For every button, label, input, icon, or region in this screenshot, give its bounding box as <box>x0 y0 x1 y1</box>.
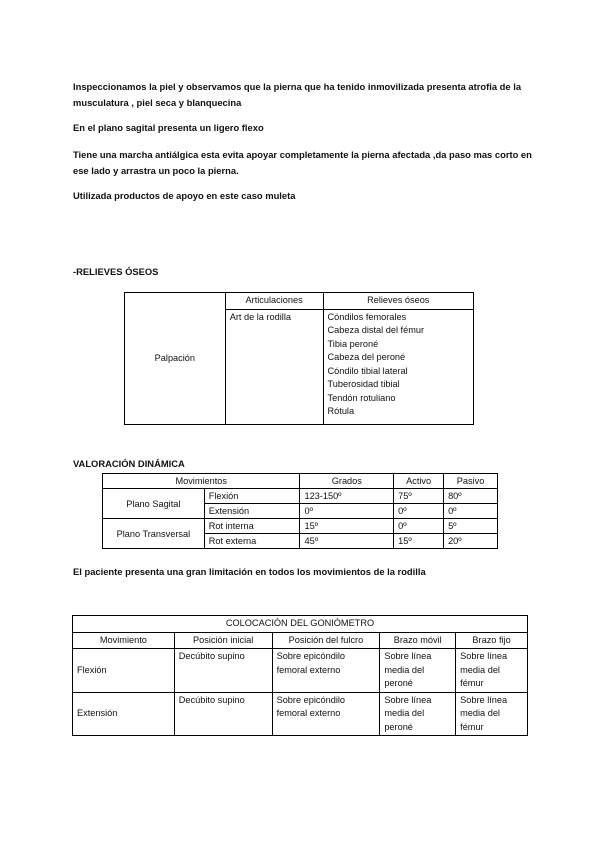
movimiento-cell: Flexión <box>73 649 175 693</box>
pasivo-cell: 80º <box>444 489 498 504</box>
plano-sagital: Plano Sagital <box>103 489 205 519</box>
posicion-cell: Decúbito supino <box>174 692 272 736</box>
mov-cell: Rot interna <box>204 519 300 534</box>
mov-cell: Rot externa <box>204 534 300 549</box>
activo-cell: 75º <box>394 489 444 504</box>
header-pasivo: Pasivo <box>444 474 498 489</box>
grados-cell: 45º <box>300 534 394 549</box>
goniometro-table <box>72 615 528 736</box>
dinamica-heading: VALORACIÓN DINÁMICA <box>73 458 185 469</box>
table-row <box>73 649 528 693</box>
mov-cell: Extensión <box>204 504 300 519</box>
col-relieves: Relieves óseos <box>323 293 473 310</box>
movimiento-cell: Extensión <box>73 692 175 736</box>
list-item: Cabeza del peroné <box>327 352 406 362</box>
header-movimientos: Movimientos <box>103 474 300 489</box>
header-brazo-movil: Brazo móvil <box>380 632 456 649</box>
mov-cell: Flexión <box>204 489 300 504</box>
col-articulaciones: Articulaciones <box>225 293 323 310</box>
brazo-movil-cell: Sobre línea media del peroné <box>380 649 456 693</box>
activo-cell: 0º <box>394 519 444 534</box>
activo-cell: 15º <box>394 534 444 549</box>
header-posicion: Posición inicial <box>174 632 272 649</box>
table-row <box>103 489 498 504</box>
dinamica-table <box>102 473 498 549</box>
list-item: Rótula <box>327 406 355 416</box>
intro-paragraph-2: En el plano sagital presenta un ligero flexo <box>73 122 264 133</box>
intro-paragraph-4: Utilizada productos de apoyo en este caso muleta <box>73 190 296 201</box>
brazo-fijo-cell: Sobre línea media del fémur <box>456 692 528 736</box>
list-item: Tendón rotuliano <box>327 392 396 403</box>
pasivo-cell: 0º <box>444 504 498 519</box>
grados-cell: 15º <box>300 519 394 534</box>
list-item: Cabeza distal del fémur <box>327 325 425 335</box>
grados-cell: 123-150º <box>300 489 394 504</box>
list-item: Tibia peroné <box>327 338 379 349</box>
header-brazo-fijo: Brazo fijo <box>456 632 528 649</box>
relieves-heading: -RELIEVES ÓSEOS <box>73 266 159 277</box>
limitation-note: El paciente presenta una gran limitación en todos los movimientos de la rodilla <box>73 566 426 577</box>
pasivo-cell: 20º <box>444 534 498 549</box>
table-row <box>73 692 528 736</box>
intro-paragraph-1: Inspeccionamos la piel y observamos que la pierna que ha tenido inmovilizada presenta atrofia de la musculatura , piel seca y blanquecina <box>73 81 522 108</box>
goniometro-title: COLOCACIÓN DEL GONIÓMETRO <box>73 616 528 633</box>
brazo-fijo-cell: Sobre línea media del fémur <box>456 649 528 693</box>
list-item: Cóndilos femorales <box>327 311 407 322</box>
articulacion-cell: Art de la rodilla <box>225 309 323 424</box>
intro-paragraph-3: Tiene una marcha antiálgica esta evita apoyar completamente la pierna afectada ,da paso mas corto en ese lado y arrastra un poco la pierna. <box>73 149 532 176</box>
fulcro-cell: Sobre epicóndilo femoral externo <box>272 649 380 693</box>
list-item: Cóndilo tibial lateral <box>327 365 408 376</box>
header-grados: Grados <box>300 474 394 489</box>
brazo-movil-cell: Sobre línea media del peroné <box>380 692 456 736</box>
grados-cell: 0º <box>300 504 394 519</box>
table-row <box>103 519 498 534</box>
pasivo-cell: 5º <box>444 519 498 534</box>
header-movimiento: Movimiento <box>73 632 175 649</box>
header-activo: Activo <box>394 474 444 489</box>
relieves-table <box>124 292 474 425</box>
activo-cell: 0º <box>394 504 444 519</box>
relieves-list <box>323 309 473 424</box>
palpacion-cell: Palpación <box>125 293 226 425</box>
fulcro-cell: Sobre epicóndilo femoral externo <box>272 692 380 736</box>
header-fulcro: Posición del fulcro <box>272 632 380 649</box>
list-item: Tuberosidad tibial <box>327 379 400 389</box>
posicion-cell: Decúbito supino <box>174 649 272 693</box>
plano-transversal: Plano Transversal <box>103 519 205 549</box>
